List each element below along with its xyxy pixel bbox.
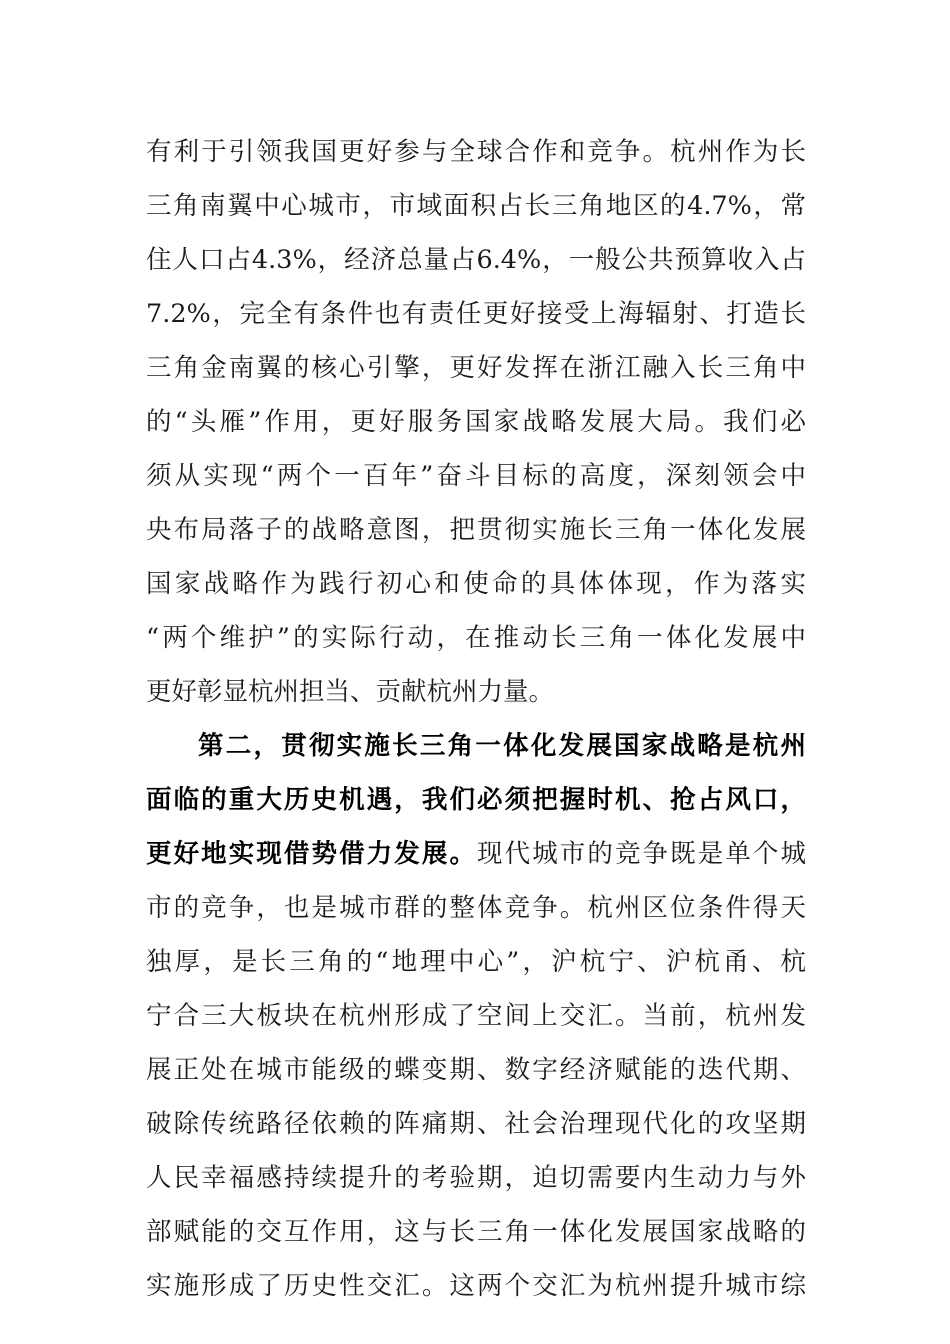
paragraph-1-line-5: 三角金南翼的核心引擎，更好发挥在浙江融入长三角中 xyxy=(146,353,806,383)
paragraph-1-line-4: 7.2%，完全有条件也有责任更好接受上海辐射、打造长 xyxy=(146,299,806,329)
paragraph-1-line-10: “两个维护”的实际行动，在推动长三角一体化发展中 xyxy=(146,623,806,653)
bold-heading-text: 更好地实现借势借力发展。 xyxy=(146,839,478,869)
paragraph-2-bold-line-2 xyxy=(146,780,806,820)
paragraph-2-line-2: 独厚，是长三角的“地理中心”，沪杭宁、沪杭甬、杭 xyxy=(146,947,806,977)
bold-heading-text: 面临的重大历史机遇，我们必须把握时机、抢占风口， xyxy=(146,785,806,815)
paragraph-1-line-11: 更好彰显杭州担当、贡献杭州力量。 xyxy=(146,677,555,707)
paragraph-1-line-7: 须从实现“两个一百年”奋斗目标的高度，深刻领会中 xyxy=(146,461,806,491)
body-text: 现代城市的竞争既是单个城 xyxy=(477,839,806,869)
paragraph-2-line-8: 实施形成了历史性交汇。这两个交汇为杭州提升城市综 xyxy=(146,1271,806,1301)
bold-heading-text: 第二，贯彻实施长三角一体化发展国家战略是杭州 xyxy=(198,731,806,761)
paragraph-2-bold-line-1 xyxy=(198,726,806,766)
paragraph-1-line-6: 的“头雁”作用，更好服务国家战略发展大局。我们必 xyxy=(146,407,806,437)
paragraph-1-line-8: 央布局落子的战略意图，把贯彻实施长三角一体化发展 xyxy=(146,515,806,545)
paragraph-2-mixed-line xyxy=(146,834,806,874)
paragraph-2-line-1: 市的竞争，也是城市群的整体竞争。杭州区位条件得天 xyxy=(146,893,806,923)
paragraph-2-line-3: 宁合三大板块在杭州形成了空间上交汇。当前，杭州发 xyxy=(146,1001,806,1031)
paragraph-1-line-2: 三角南翼中心城市，市域面积占长三角地区的4.7%，常 xyxy=(146,191,806,221)
paragraph-2-line-5: 破除传统路径依赖的阵痛期、社会治理现代化的攻坚期 xyxy=(146,1109,806,1139)
paragraph-2-line-7: 部赋能的交互作用，这与长三角一体化发展国家战略的 xyxy=(146,1217,806,1247)
paragraph-2-line-4: 展正处在城市能级的蝶变期、数字经济赋能的迭代期、 xyxy=(146,1055,806,1085)
paragraph-1-line-3: 住人口占4.3%，经济总量占6.4%，一般公共预算收入占 xyxy=(146,245,806,275)
paragraph-1-line-9: 国家战略作为践行初心和使命的具体体现，作为落实 xyxy=(146,569,806,599)
paragraph-2-line-6: 人民幸福感持续提升的考验期，迫切需要内生动力与外 xyxy=(146,1163,806,1193)
paragraph-1-line-1: 有利于引领我国更好参与全球合作和竞争。杭州作为长 xyxy=(146,137,806,167)
